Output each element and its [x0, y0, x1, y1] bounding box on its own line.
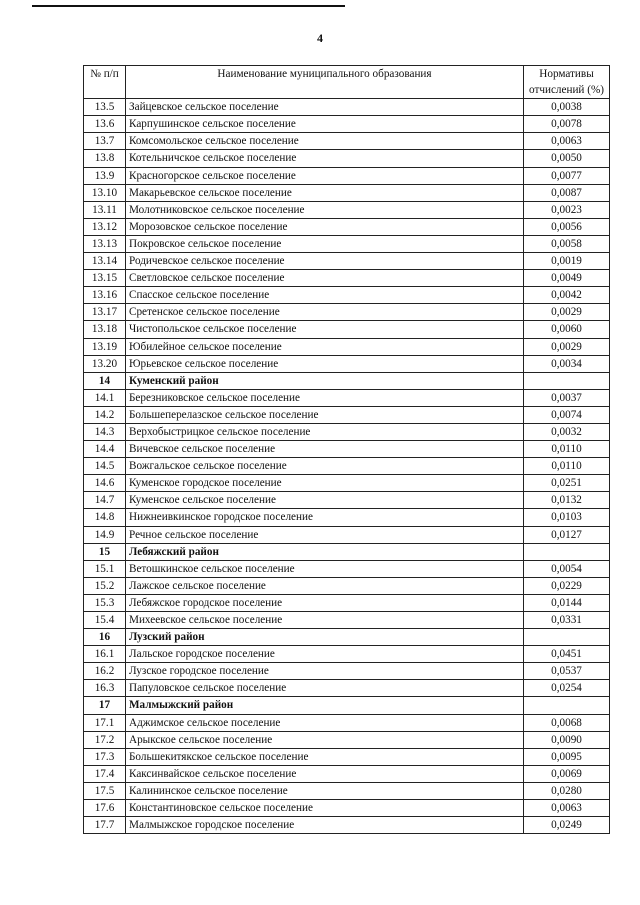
- table-row: [84, 782, 610, 799]
- row-number: 13.12: [84, 218, 126, 235]
- table-row: [84, 509, 610, 526]
- row-name: Лебяжское городское поселение: [126, 594, 524, 611]
- row-name: Комсомольское сельское поселение: [126, 133, 524, 150]
- row-name: Молотниковское сельское поселение: [126, 201, 524, 218]
- row-number: 13.20: [84, 355, 126, 372]
- table-row: [84, 458, 610, 475]
- header-value: Нормативы отчислений (%): [524, 66, 610, 99]
- row-name: Лальское городское поселение: [126, 646, 524, 663]
- table-row: [84, 389, 610, 406]
- table-row: [84, 731, 610, 748]
- row-value: 0,0537: [524, 663, 610, 680]
- district-row: [84, 372, 610, 389]
- table-row: [84, 646, 610, 663]
- row-number: 14.7: [84, 492, 126, 509]
- row-name: Верхобыстрицкое сельское поселение: [126, 423, 524, 440]
- table-row: [84, 748, 610, 765]
- table-row: [84, 441, 610, 458]
- row-value: 0,0280: [524, 782, 610, 799]
- row-name: Покровское сельское поселение: [126, 235, 524, 252]
- row-number: 13.16: [84, 287, 126, 304]
- row-number: 14.3: [84, 423, 126, 440]
- row-number: 14.4: [84, 441, 126, 458]
- row-value: 0,0110: [524, 458, 610, 475]
- row-name: Красногорское сельское поселение: [126, 167, 524, 184]
- row-name: Светловское сельское поселение: [126, 270, 524, 287]
- row-number: 13.19: [84, 338, 126, 355]
- row-name: Большеперелазское сельское поселение: [126, 406, 524, 423]
- row-name: Малмыжское городское поселение: [126, 817, 524, 834]
- row-name: Куменский район: [126, 372, 524, 389]
- table-row: [84, 612, 610, 629]
- table-row: [84, 594, 610, 611]
- row-value: 0,0038: [524, 99, 610, 116]
- table-row: [84, 99, 610, 116]
- row-name: Куменское сельское поселение: [126, 492, 524, 509]
- row-value: 0,0095: [524, 748, 610, 765]
- row-value: 0,0110: [524, 441, 610, 458]
- table-row: [84, 526, 610, 543]
- row-value: 0,0068: [524, 714, 610, 731]
- row-number: 13.8: [84, 150, 126, 167]
- row-value: 0,0127: [524, 526, 610, 543]
- row-number: 14.6: [84, 475, 126, 492]
- table-row: [84, 714, 610, 731]
- row-name: Вичевское сельское поселение: [126, 441, 524, 458]
- table-row: [84, 800, 610, 817]
- row-name: Калининское сельское поселение: [126, 782, 524, 799]
- row-value: [524, 697, 610, 714]
- row-name: Морозовское сельское поселение: [126, 218, 524, 235]
- header-number: № п/п: [84, 66, 126, 99]
- row-number: 14.8: [84, 509, 126, 526]
- row-name: Лузский район: [126, 629, 524, 646]
- row-name: Макарьевское сельское поселение: [126, 184, 524, 201]
- row-name: Нижнеивкинское городское поселение: [126, 509, 524, 526]
- row-number: 17.2: [84, 731, 126, 748]
- row-value: 0,0103: [524, 509, 610, 526]
- row-number: 14.9: [84, 526, 126, 543]
- row-name: Михеевское сельское поселение: [126, 612, 524, 629]
- row-name: Родичевское сельское поселение: [126, 253, 524, 270]
- row-name: Лузское городское поселение: [126, 663, 524, 680]
- table-row: [84, 577, 610, 594]
- row-value: [524, 372, 610, 389]
- table-row: [84, 270, 610, 287]
- row-value: 0,0032: [524, 423, 610, 440]
- row-number: 17.6: [84, 800, 126, 817]
- row-number: 13.5: [84, 99, 126, 116]
- row-number: 13.6: [84, 116, 126, 133]
- row-value: 0,0251: [524, 475, 610, 492]
- table-row: [84, 150, 610, 167]
- row-name: Березниковское сельское поселение: [126, 389, 524, 406]
- row-value: [524, 543, 610, 560]
- table-header-row: [84, 66, 610, 99]
- row-value: 0,0451: [524, 646, 610, 663]
- table-body: [84, 99, 610, 834]
- row-number: 14.5: [84, 458, 126, 475]
- row-number: 16.3: [84, 680, 126, 697]
- row-name: Речное сельское поселение: [126, 526, 524, 543]
- table-row: [84, 116, 610, 133]
- row-number: 13.11: [84, 201, 126, 218]
- row-value: 0,0132: [524, 492, 610, 509]
- row-number: 15.2: [84, 577, 126, 594]
- row-name: Зайцевское сельское поселение: [126, 99, 524, 116]
- row-value: 0,0331: [524, 612, 610, 629]
- row-name: Большекитякское сельское поселение: [126, 748, 524, 765]
- table-row: [84, 338, 610, 355]
- row-name: Ветошкинское сельское поселение: [126, 560, 524, 577]
- row-name: Юбилейное сельское поселение: [126, 338, 524, 355]
- row-value: 0,0074: [524, 406, 610, 423]
- row-number: 15: [84, 543, 126, 560]
- row-value: 0,0090: [524, 731, 610, 748]
- row-value: 0,0144: [524, 594, 610, 611]
- table-row: [84, 304, 610, 321]
- row-number: 17.5: [84, 782, 126, 799]
- row-number: 13.15: [84, 270, 126, 287]
- row-number: 13.9: [84, 167, 126, 184]
- row-number: 16.1: [84, 646, 126, 663]
- row-value: 0,0063: [524, 800, 610, 817]
- row-value: 0,0034: [524, 355, 610, 372]
- row-value: 0,0077: [524, 167, 610, 184]
- district-row: [84, 697, 610, 714]
- row-name: Аджимское сельское поселение: [126, 714, 524, 731]
- norms-table: [83, 65, 610, 834]
- table-row: [84, 663, 610, 680]
- row-number: 13.17: [84, 304, 126, 321]
- table-row: [84, 423, 610, 440]
- top-rule: [32, 5, 345, 7]
- table-row: [84, 680, 610, 697]
- row-number: 17: [84, 697, 126, 714]
- district-row: [84, 629, 610, 646]
- table-row: [84, 133, 610, 150]
- row-number: 14.1: [84, 389, 126, 406]
- row-value: 0,0254: [524, 680, 610, 697]
- row-name: Спасское сельское поселение: [126, 287, 524, 304]
- row-name: Папуловское сельское поселение: [126, 680, 524, 697]
- row-number: 17.7: [84, 817, 126, 834]
- row-name: Котельничское сельское поселение: [126, 150, 524, 167]
- row-name: Карпушинское сельское поселение: [126, 116, 524, 133]
- table-row: [84, 817, 610, 834]
- row-value: 0,0050: [524, 150, 610, 167]
- row-name: Вожгальское сельское поселение: [126, 458, 524, 475]
- table-row: [84, 321, 610, 338]
- row-value: 0,0037: [524, 389, 610, 406]
- row-number: 15.3: [84, 594, 126, 611]
- row-value: 0,0058: [524, 235, 610, 252]
- row-number: 17.3: [84, 748, 126, 765]
- row-value: 0,0069: [524, 765, 610, 782]
- row-name: Арыкское сельское поселение: [126, 731, 524, 748]
- table-row: [84, 235, 610, 252]
- table-row: [84, 184, 610, 201]
- row-name: Юрьевское сельское поселение: [126, 355, 524, 372]
- row-value: 0,0049: [524, 270, 610, 287]
- row-number: 15.1: [84, 560, 126, 577]
- table-row: [84, 167, 610, 184]
- row-name: Лебяжский район: [126, 543, 524, 560]
- row-number: 17.4: [84, 765, 126, 782]
- row-name: Чистопольское сельское поселение: [126, 321, 524, 338]
- row-number: 13.13: [84, 235, 126, 252]
- table-row: [84, 560, 610, 577]
- row-value: 0,0063: [524, 133, 610, 150]
- district-row: [84, 543, 610, 560]
- row-value: 0,0056: [524, 218, 610, 235]
- page-number: 4: [317, 31, 323, 45]
- table-row: [84, 406, 610, 423]
- row-value: 0,0042: [524, 287, 610, 304]
- row-value: 0,0229: [524, 577, 610, 594]
- table-row: [84, 253, 610, 270]
- row-number: 13.10: [84, 184, 126, 201]
- row-value: 0,0029: [524, 304, 610, 321]
- row-number: 13.18: [84, 321, 126, 338]
- table-row: [84, 765, 610, 782]
- row-value: 0,0054: [524, 560, 610, 577]
- row-value: 0,0029: [524, 338, 610, 355]
- row-name: Константиновское сельское поселение: [126, 800, 524, 817]
- table-row: [84, 218, 610, 235]
- table-row: [84, 355, 610, 372]
- row-number: 13.7: [84, 133, 126, 150]
- row-value: 0,0087: [524, 184, 610, 201]
- header-name: Наименование муниципального образования: [126, 66, 524, 99]
- row-number: 17.1: [84, 714, 126, 731]
- row-value: [524, 629, 610, 646]
- row-name: Малмыжский район: [126, 697, 524, 714]
- row-value: 0,0249: [524, 817, 610, 834]
- row-value: 0,0023: [524, 201, 610, 218]
- table-row: [84, 201, 610, 218]
- table-row: [84, 287, 610, 304]
- row-name: Куменское городское поселение: [126, 475, 524, 492]
- row-name: Лажское сельское поселение: [126, 577, 524, 594]
- row-name: Каксинвайское сельское поселение: [126, 765, 524, 782]
- row-number: 16.2: [84, 663, 126, 680]
- row-number: 13.14: [84, 253, 126, 270]
- row-value: 0,0060: [524, 321, 610, 338]
- row-value: 0,0019: [524, 253, 610, 270]
- row-value: 0,0078: [524, 116, 610, 133]
- row-name: Сретенское сельское поселение: [126, 304, 524, 321]
- row-number: 14: [84, 372, 126, 389]
- table-row: [84, 492, 610, 509]
- table-row: [84, 475, 610, 492]
- row-number: 16: [84, 629, 126, 646]
- row-number: 14.2: [84, 406, 126, 423]
- row-number: 15.4: [84, 612, 126, 629]
